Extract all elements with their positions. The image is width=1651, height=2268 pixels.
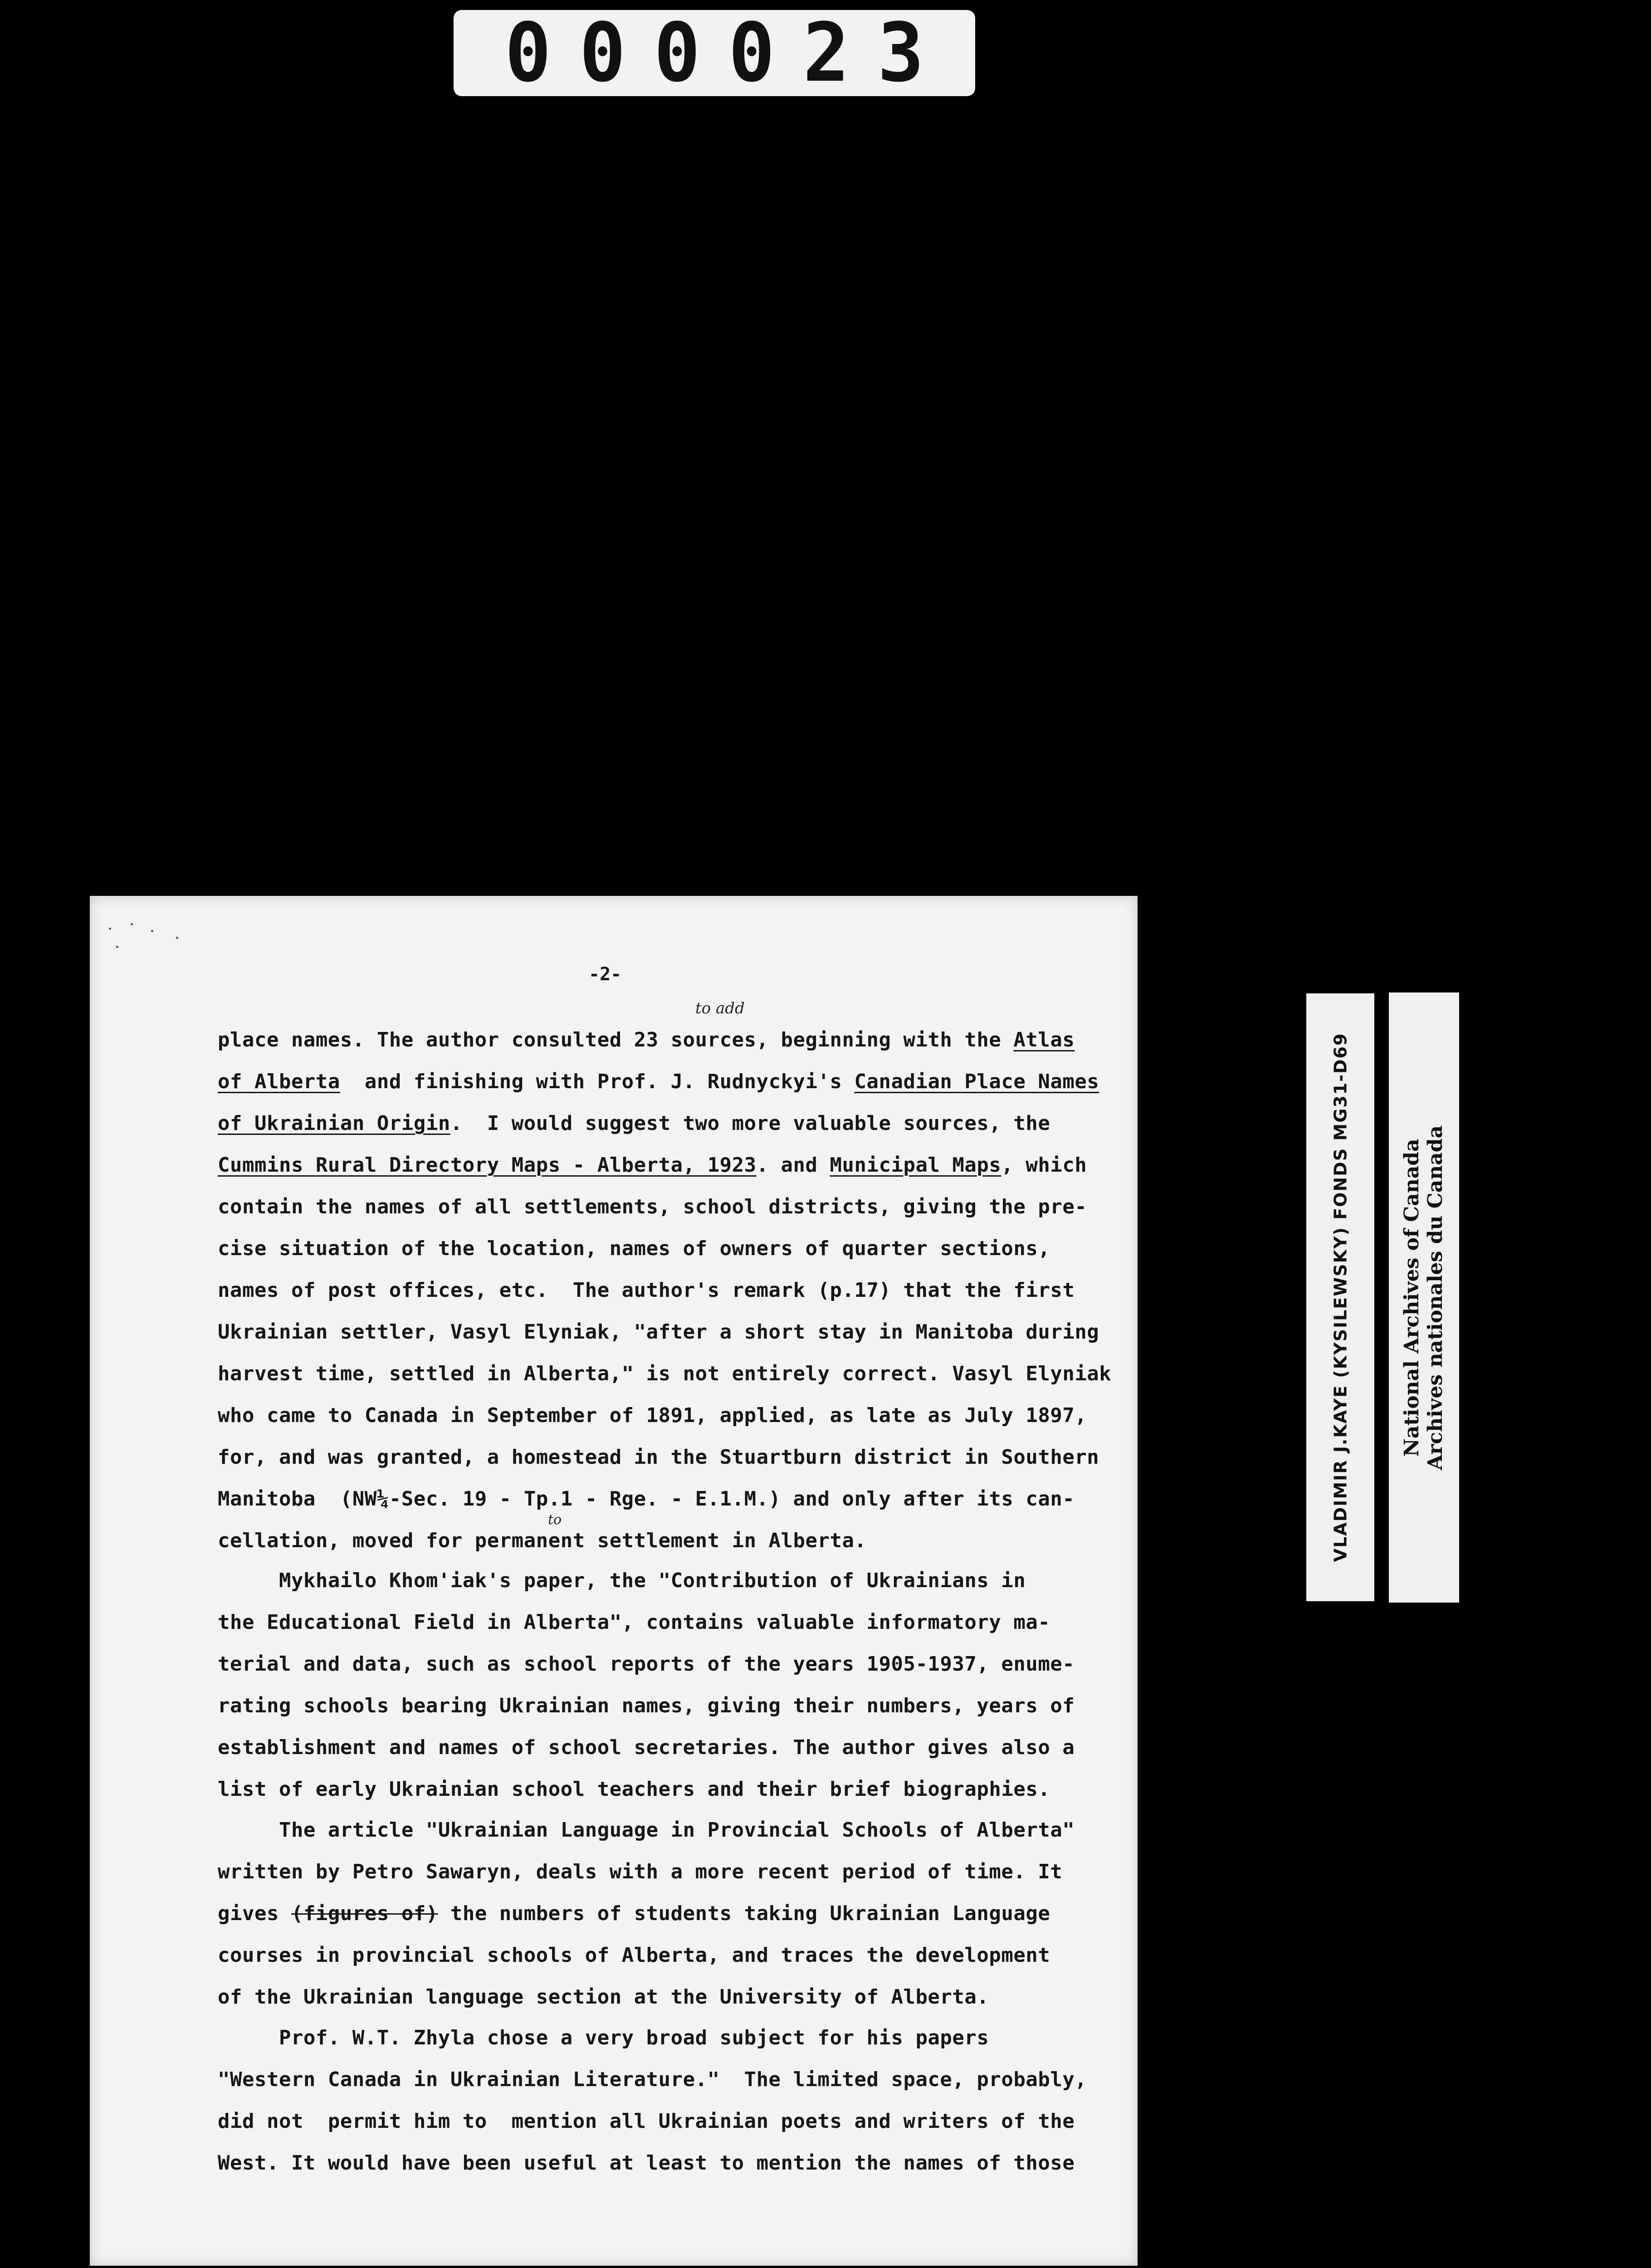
text-line: list of early Ukrainian school teachers and their brief biographies. bbox=[218, 1778, 1050, 1801]
text-line: "Western Canada in Ukrainian Literature." The limited space, probably, bbox=[218, 2068, 1087, 2091]
archives-label bbox=[1389, 992, 1459, 1603]
text-line: cellation, moved for permanent settlement in Alberta. bbox=[218, 1529, 867, 1552]
frame-number: 000023 bbox=[504, 6, 952, 100]
document-page bbox=[90, 896, 1138, 2266]
text-line: of Ukrainian Origin. I would suggest two more valuable sources, the bbox=[218, 1112, 1050, 1135]
text-line: written by Petro Sawaryn, deals with a more recent period of time. It bbox=[218, 1860, 1063, 1883]
frame-counter bbox=[454, 6, 975, 100]
paper-speck bbox=[116, 946, 118, 948]
text-line: the Educational Field in Alberta", contains valuable informatory ma- bbox=[218, 1611, 1050, 1634]
text-line: courses in provincial schools of Alberta, and traces the development bbox=[218, 1944, 1050, 1967]
text-line: harvest time, settled in Alberta," is not entirely correct. Vasyl Elyniak bbox=[218, 1362, 1112, 1385]
text-line: rating schools bearing Ukrainian names, giving their numbers, years of bbox=[218, 1694, 1075, 1717]
text-line: who came to Canada in September of 1891, applied, as late as July 1897, bbox=[218, 1404, 1087, 1427]
text-line: of the Ukrainian language section at the University of Alberta. bbox=[218, 1985, 989, 2009]
fonds-label-text: VLADIMIR J.KAYE (KYSILEWSKY) FONDS MG31-D69 bbox=[1330, 1032, 1351, 1562]
text-line: The article "Ukrainian Language in Provincial Schools of Alberta" bbox=[218, 1818, 1075, 1842]
text-line: Cummins Rural Directory Maps - Alberta, 1923. and Municipal Maps, which bbox=[218, 1154, 1087, 1177]
text-line: contain the names of all settlements, school districts, giving the pre- bbox=[218, 1195, 1087, 1218]
struck-text: (figures of) bbox=[291, 1902, 438, 1925]
fonds-label bbox=[1306, 993, 1374, 1601]
paper-speck bbox=[109, 928, 111, 930]
archives-label-en: National Archives of Canada bbox=[1400, 1139, 1424, 1457]
handwritten-insertion: to add bbox=[695, 999, 745, 1017]
text-line: place names. The author consulted 23 sources, beginning with the Atlas bbox=[218, 1028, 1075, 1051]
text-line: Ukrainian settler, Vasyl Elyniak, "after a short stay in Manitoba during bbox=[218, 1320, 1099, 1344]
archives-label-fr: Archives nationales du Canada bbox=[1424, 1125, 1447, 1470]
text-line: Manitoba (NW¼-Sec. 19 - Tp.1 - Rge. - E.1.M.) and only after its can- bbox=[218, 1487, 1075, 1510]
text-line: names of post offices, etc. The author's remark (p.17) that the first bbox=[218, 1279, 1075, 1302]
page-number: -2- bbox=[589, 964, 622, 985]
text-line: did not permit him to mention all Ukrainian poets and writers of the bbox=[218, 2110, 1075, 2133]
text-line: gives (figures of) the numbers of students taking Ukrainian Language bbox=[218, 1902, 1050, 1925]
text-line: establishment and names of school secretaries. The author gives also a bbox=[218, 1736, 1075, 1759]
paper-speck bbox=[131, 923, 133, 925]
text-line: cise situation of the location, names of owners of quarter sections, bbox=[218, 1237, 1050, 1260]
text-line: Prof. W.T. Zhyla chose a very broad subject for his papers bbox=[218, 2026, 989, 2049]
text-line: West. It would have been useful at least to mention the names of those bbox=[218, 2151, 1075, 2175]
text-line: Mykhailo Khom'iak's paper, the "Contribution of Ukrainians in bbox=[218, 1569, 1026, 1592]
paper-speck bbox=[151, 930, 153, 932]
text-line: of Alberta and finishing with Prof. J. Rudnyckyi's Canadian Place Names bbox=[218, 1070, 1099, 1093]
text-line: terial and data, such as school reports of the years 1905-1937, enume- bbox=[218, 1652, 1075, 1676]
text-line: for, and was granted, a homestead in the Stuartburn district in Southern bbox=[218, 1446, 1099, 1469]
handwritten-insertion: to bbox=[548, 1512, 562, 1528]
paper-speck bbox=[176, 937, 178, 939]
